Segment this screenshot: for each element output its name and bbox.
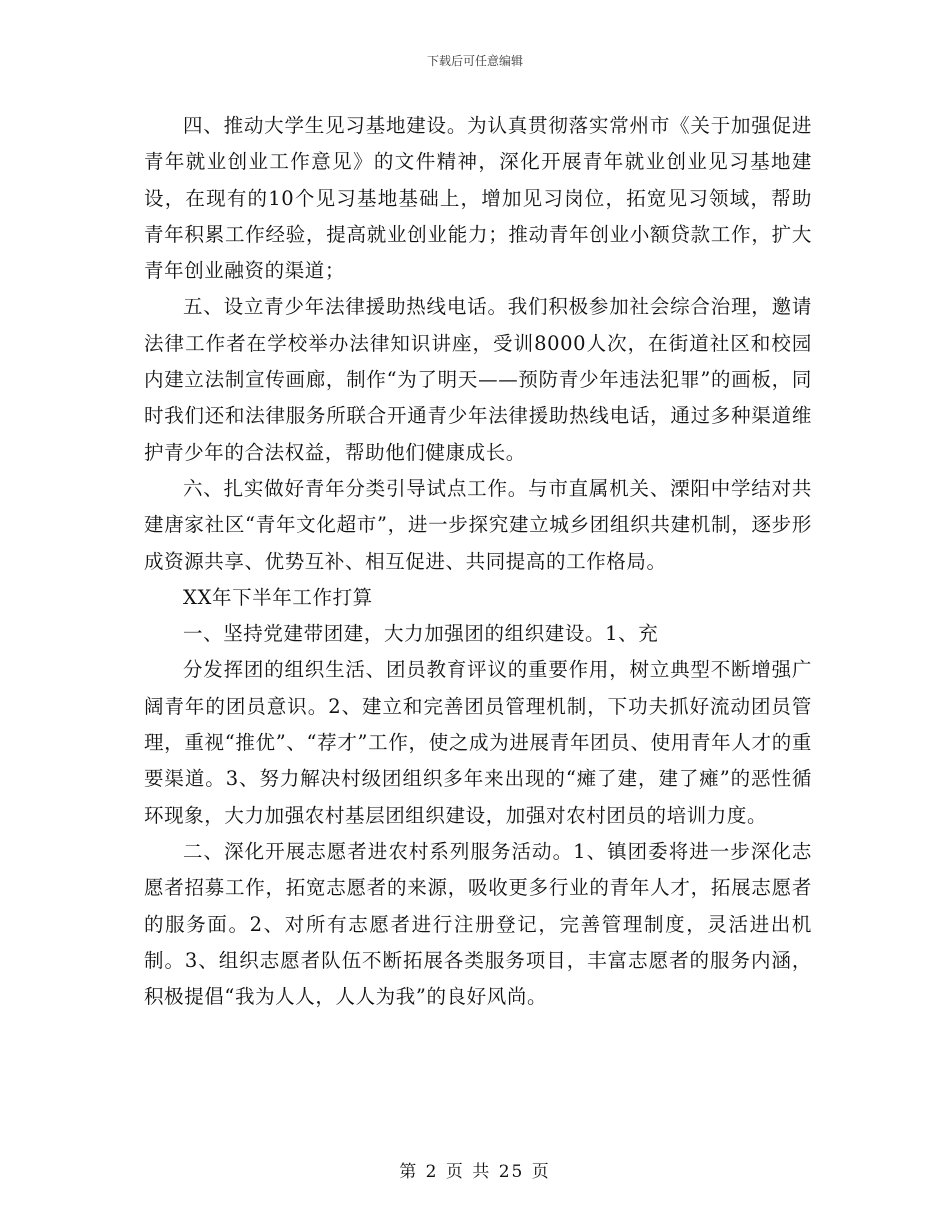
section-heading-second-half-plan: XX年下半年工作打算 <box>183 585 373 609</box>
paragraph-item-6: 六、扎实做好青年分类引导试点工作。与市直属机关、溧阳中学结对共建唐家社区“青年文化超市”，进一步探究建立城乡团组织共建机制，逐步形成资源共享、优势互补、相互促进、共同提高的工作格局。 <box>144 476 812 573</box>
plan-item-1-start: 一、坚持党建带团建，大力加强团的组织建设。1、充 <box>183 622 659 646</box>
page-number-footer <box>0 1157 950 1182</box>
page-header: 下载后可任意编辑 <box>426 54 523 68</box>
plan-item-1-continued: 分发挥团的组织生活、团员教育评议的重要作用，树立典型不断增强广阔青年的团员意识。2、建立和完善团员管理机制，下功夫抓好流动团员管理，重视“推优”、“荐才”工作，使之成为进展青年团员、使用青年人才的重要渠道。3、努力解决村级团组织多年来出现的“瘫了建，建了瘫”的恶性循环现象，大力加强农村基层团组织建设，加强对农村团员的培训力度。 <box>144 658 812 827</box>
paragraph-item-4: 四、推动大学生见习基地建设。为认真贯彻落实常州市《关于加强促进青年就业创业工作意见》的文件精神，深化开展青年就业创业见习基地建设，在现有的10个见习基地基础上，增加见习岗位，拓宽见习领域，帮助青年积累工作经验，提高就业创业能力；推动青年创业小额贷款工作，扩大青年创业融资的渠道； <box>144 114 812 283</box>
plan-item-2: 二、深化开展志愿者进农村系列服务活动。1、镇团委将进一步深化志愿者招募工作，拓宽志愿者的来源，吸收更多行业的青年人才，拓展志愿者的服务面。2、对所有志愿者进行注册登记，完善管理制度，灵活进出机制。3、组织志愿者队伍不断拓展各类服务项目，丰富志愿者的服务内涵，积极提倡“我为人人，人人为我”的良好风尚。 <box>144 839 812 1009</box>
paragraph-item-5: 五、设立青少年法律援助热线电话。我们积极参加社会综合治理，邀请法律工作者在学校举办法律知识讲座，受训8000人次，在街道社区和校园内建立法制宣传画廊，制作“为了明天——预防青少年违法犯罪”的画板，同时我们还和法律服务所联合开通青少年法律援助热线电话，通过多种渠道维护青少年的合法权益，帮助他们健康成长。 <box>144 295 812 464</box>
page-number-text: 第 2 页 共 25 页 <box>399 1162 551 1182</box>
document-body <box>144 108 812 1015</box>
